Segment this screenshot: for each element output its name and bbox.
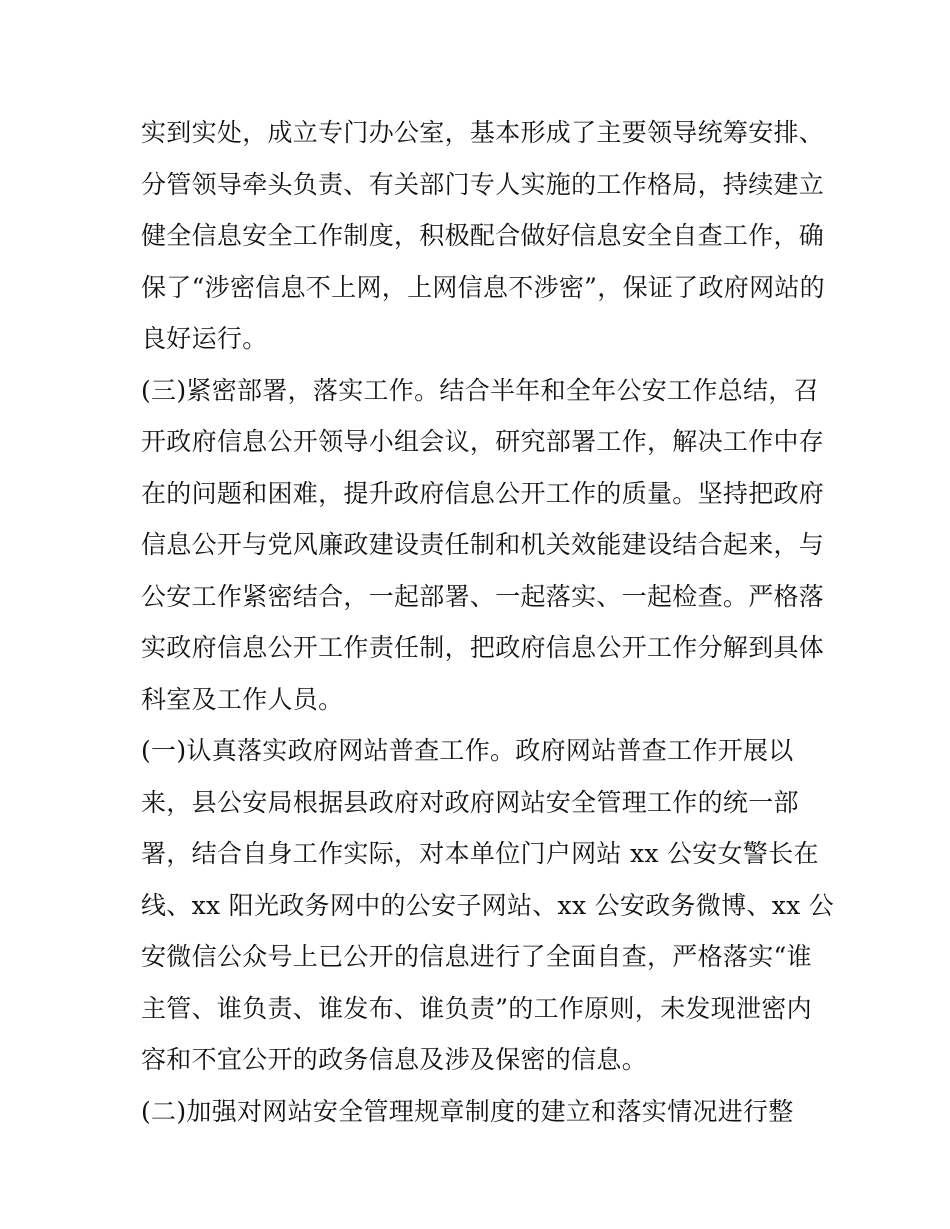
text-line: 实政府信息公开工作责任制，把政府信息公开工作分解到具体 bbox=[141, 633, 825, 662]
text-line: 保了“涉密信息不上网，上网信息不涉密”，保证了政府网站的 bbox=[141, 272, 825, 302]
text-line: 信息公开与党风廉政建设责任制和机关效能建设结合起来，与 bbox=[141, 530, 825, 559]
text-line: (二)加强对网站安全管理规章制度的建立和落实情况进行整 bbox=[141, 1096, 794, 1126]
text-line: 科室及工作人员。 bbox=[141, 684, 344, 714]
text-line: 公安工作紧密结合，一起部署、一起落实、一起检查。严格落 bbox=[141, 581, 825, 611]
text-line: 实到实处，成立专门办公室，基本形成了主要领导统筹安排、 bbox=[141, 118, 825, 147]
text-line: 线、xx 阳光政务网中的公安子网站、xx 公安政务微博、xx 公 bbox=[141, 890, 835, 920]
text-line: (一)认真落实政府网站普查工作。政府网站普查工作开展以 bbox=[141, 736, 794, 765]
text-line: 开政府信息公开领导小组会议，研究部署工作，解决工作中存 bbox=[141, 427, 825, 456]
text-line: (三)紧密部署，落实工作。结合半年和全年公安工作总结，召 bbox=[141, 375, 819, 405]
text-line: 来，县公安局根据县政府对政府网站安全管理工作的统一部 bbox=[141, 787, 799, 817]
text-line: 署，结合自身工作实际，对本单位门户网站 xx 公安女警长在 bbox=[141, 839, 819, 868]
text-line: 安微信公众号上已公开的信息进行了全面自查，严格落实“谁 bbox=[141, 942, 812, 971]
text-line: 容和不宜公开的政务信息及涉及保密的信息。 bbox=[141, 1045, 648, 1074]
text-line: 分管领导牵头负责、有关部门专人实施的工作格局，持续建立 bbox=[141, 169, 825, 199]
text-line: 良好运行。 bbox=[141, 324, 268, 353]
text-line: 健全信息安全工作制度，积极配合做好信息安全自查工作，确 bbox=[141, 221, 825, 250]
text-line: 主管、谁负责、谁发布、谁负责”的工作原则，未发现泄密内 bbox=[141, 993, 812, 1023]
body-text bbox=[141, 107, 835, 1137]
text-line: 在的问题和困难，提升政府信息公开工作的质量。坚持把政府 bbox=[141, 478, 825, 508]
